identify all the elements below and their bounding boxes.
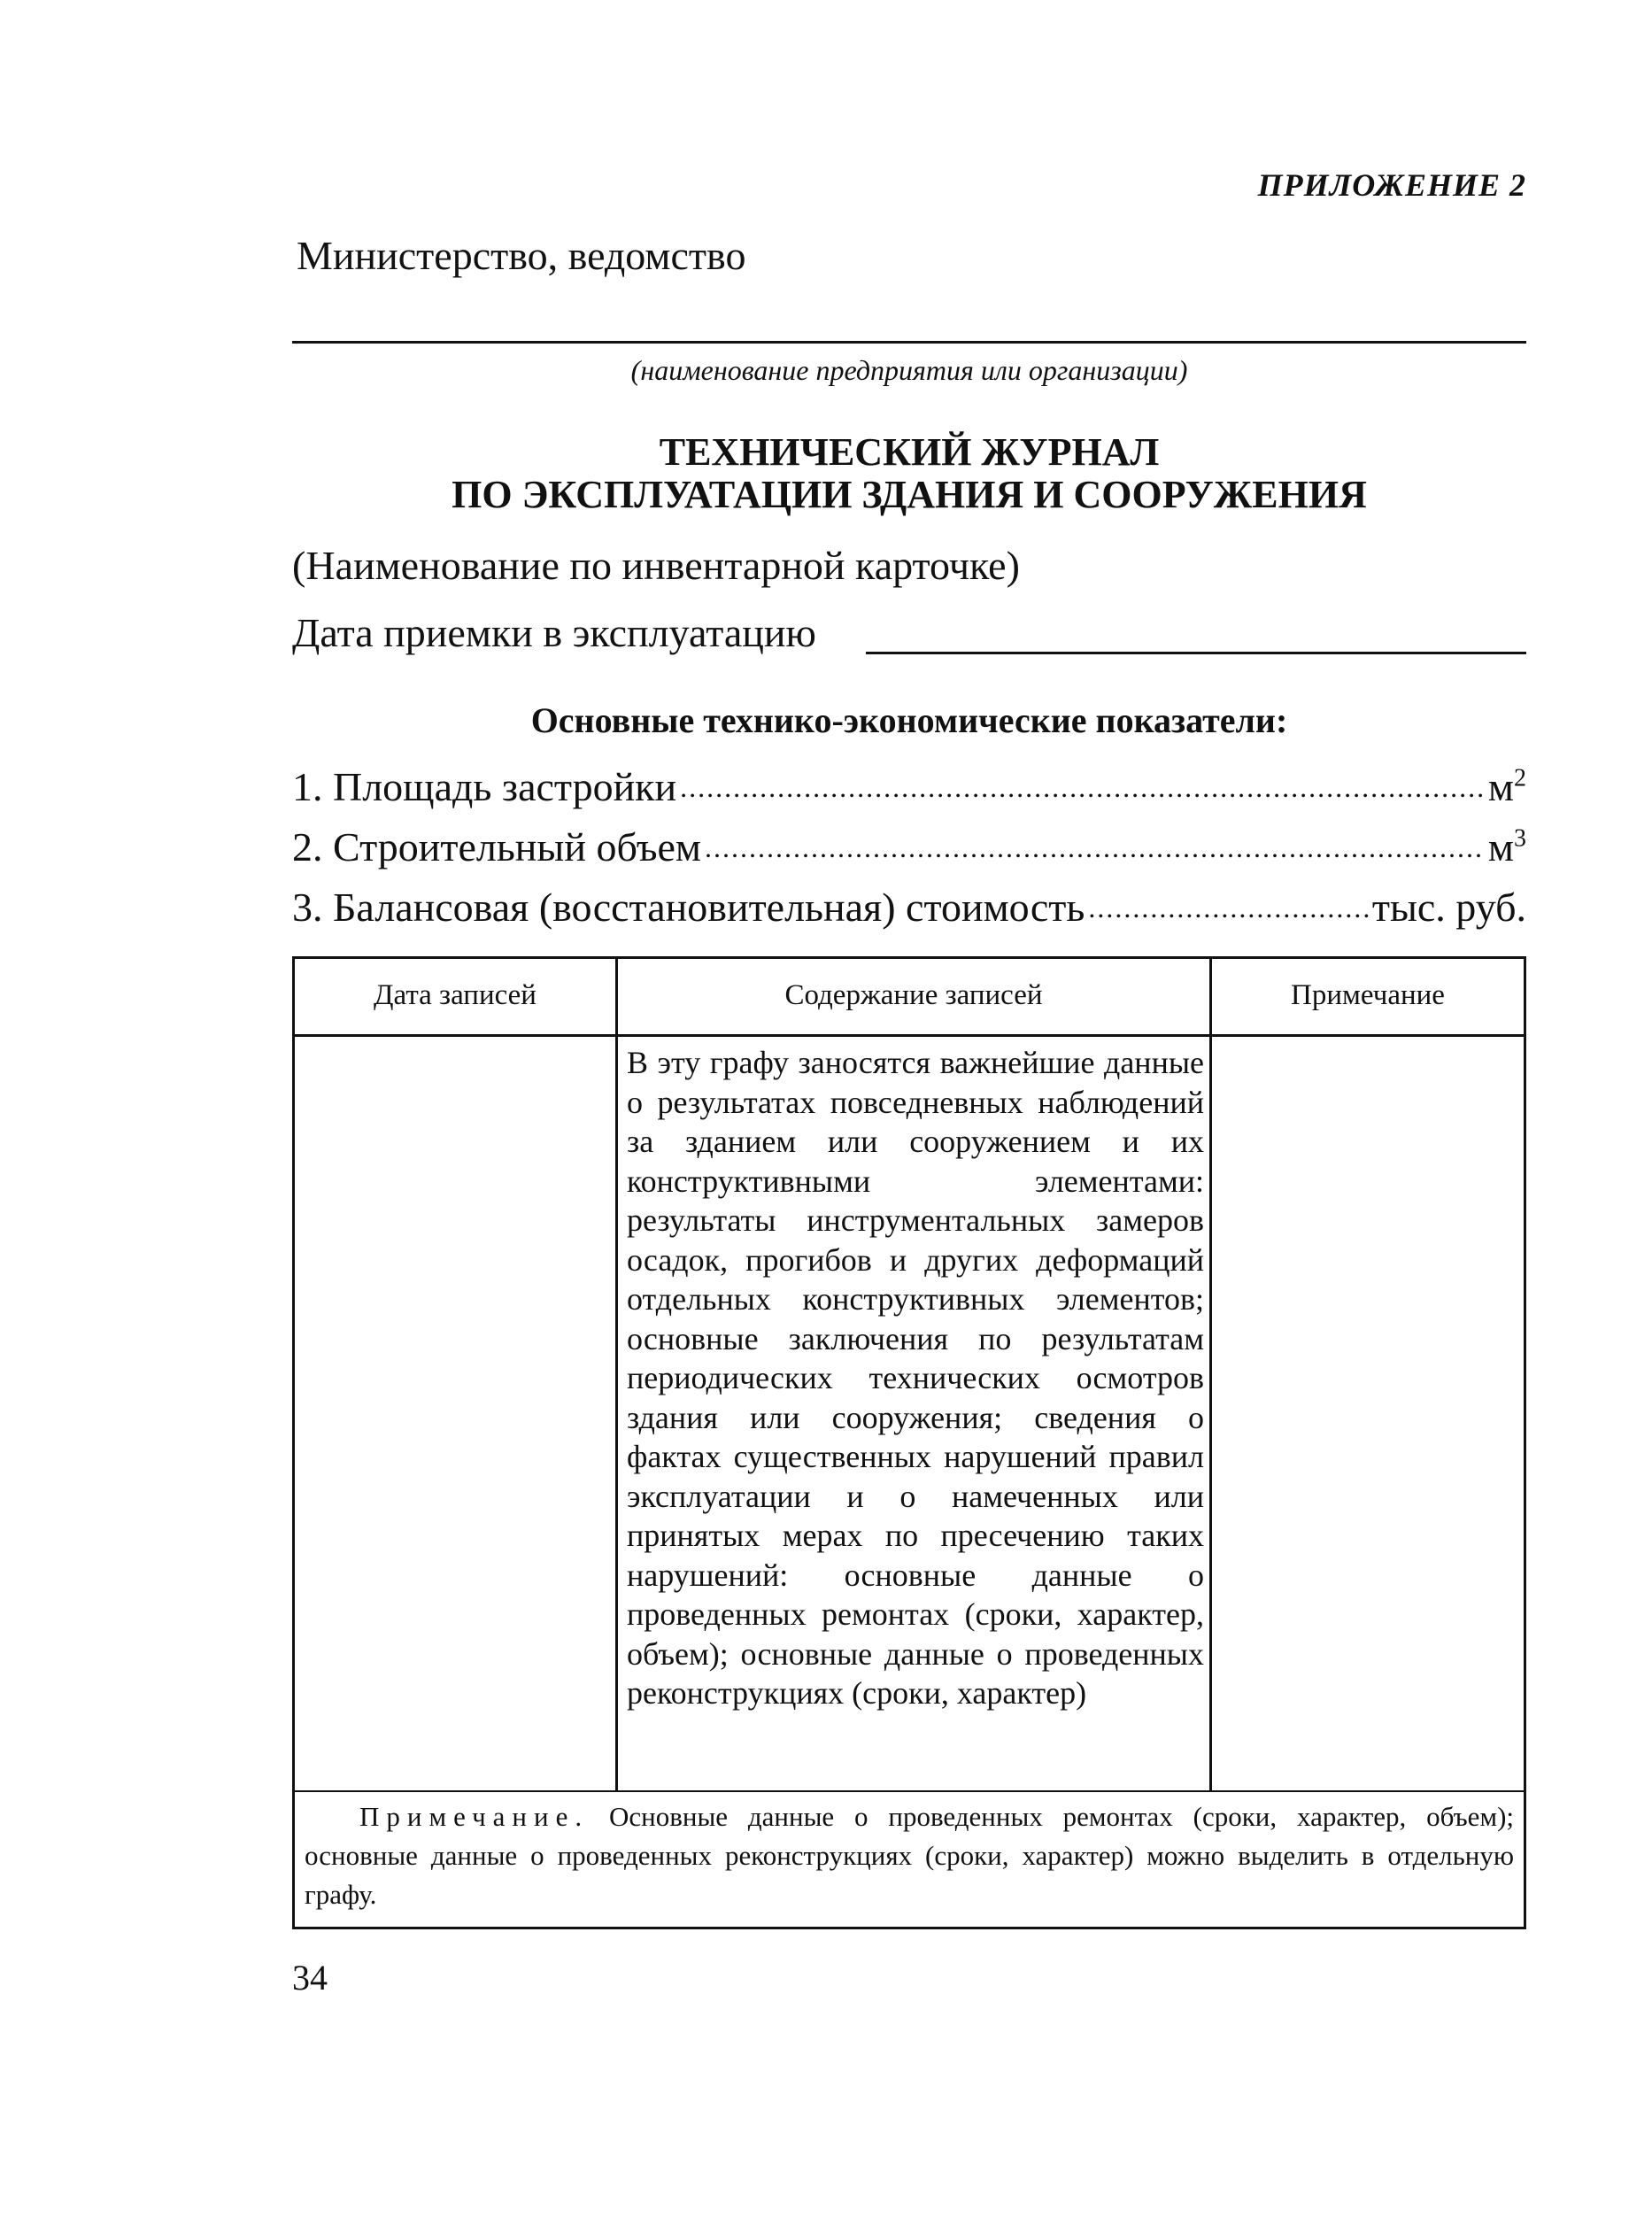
table-border xyxy=(292,1034,1526,1037)
ministry-label: Министерство, ведомство xyxy=(297,233,746,278)
indicator-unit: $м^2$ xyxy=(1487,764,1526,809)
table-border xyxy=(292,1790,1526,1792)
organization-blank-line xyxy=(292,341,1526,344)
indicator-label: 3. Балансовая (восстановительная) стоимость xyxy=(292,885,1085,930)
page-number: 34 xyxy=(292,1958,328,1998)
table-border xyxy=(1524,956,1526,1929)
appendix-label: ПРИЛОЖЕНИЕ 2 xyxy=(1257,167,1526,203)
footnote-text: Основные данные о проведенных ремонтах (сроки, характер, объем); основные данные о проведенных реконструкциях (сроки, характер) можно выделить в отдельную графу. xyxy=(305,1801,1514,1910)
indicator-unit: $м^3$ xyxy=(1487,824,1526,869)
table-border xyxy=(292,956,295,1929)
table-footnote xyxy=(305,1797,1514,1914)
column-header-note: Примечание xyxy=(1291,978,1445,1011)
indicator-label: 2. Строительный объем xyxy=(292,824,702,869)
dot-leader xyxy=(680,771,1485,804)
acceptance-date-blank-line xyxy=(866,652,1526,654)
indicator-row xyxy=(292,823,1526,870)
indicator-row xyxy=(292,763,1526,810)
column-header-date: Дата записей xyxy=(374,978,537,1011)
dot-leader xyxy=(1088,892,1369,924)
dot-leader xyxy=(705,831,1485,864)
table-border xyxy=(292,1927,1526,1929)
indicator-unit: тыс. руб. xyxy=(1371,885,1526,930)
table-border xyxy=(1209,956,1212,1790)
organization-caption: (наименование предприятия или организации) xyxy=(630,354,1188,386)
indicators-heading: Основные технико-экономические показатели: xyxy=(530,700,1288,740)
indicator-row xyxy=(292,884,1526,931)
acceptance-date-label: Дата приемки в эксплуатацию xyxy=(292,610,816,655)
table-border xyxy=(615,956,618,1790)
journal-title-line-1: ТЕХНИЧЕСКИЙ ЖУРНАЛ xyxy=(659,430,1160,474)
column-header-content: Содержание записей xyxy=(784,978,1043,1011)
footnote-label: Примечание. xyxy=(359,1801,590,1832)
journal-table xyxy=(292,956,1526,1930)
inventory-name-label: (Наименование по инвентарной карточке) xyxy=(292,543,1020,588)
journal-title-line-2: ПО ЭКСПЛУАТАЦИИ ЗДАНИЯ И СООРУЖЕНИЯ xyxy=(452,473,1367,516)
content-cell-text: В эту графу заносятся важнейшие данные о результатах повседневных наблюдений за зданием или сооружением и их конструктивными элементами: результаты инструментальных замеров осадок, прогибов и других деформаций отдельных конструктивных элементов; основные заключения по результатам периодических технических осмотров здания или сооружения; сведения о фактах существенных нарушений правил эксплуатации и о намеченных или принятых мерах по пресечению таких нарушений: основные данные о проведенных ремонтах (сроки, характер, объем); основные данные о проведенных реконструкциях (сроки, характер) xyxy=(627,1045,1204,1711)
indicator-label: 1. Площадь застройки xyxy=(292,764,677,809)
